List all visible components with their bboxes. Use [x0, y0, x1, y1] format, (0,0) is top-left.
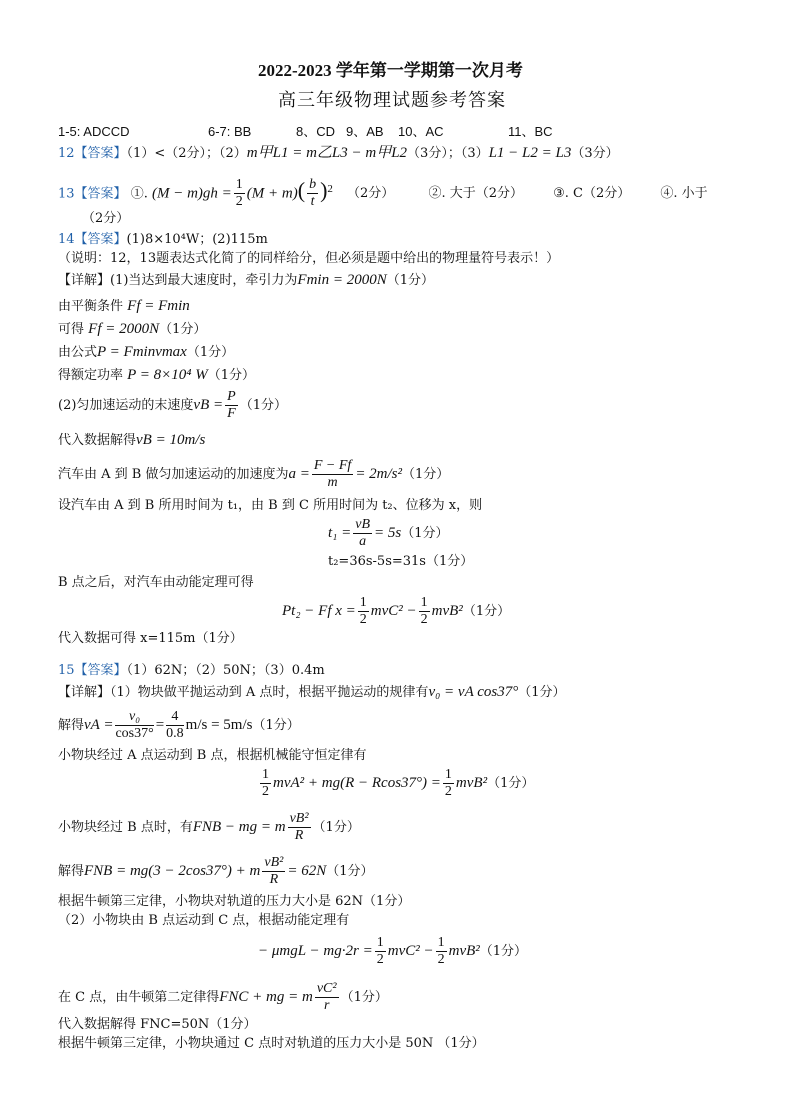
q14-note: （说明：12，13题表达式化简了的同样给分，但必须是题中给出的物理量符号表示！）: [58, 251, 560, 266]
q15-line3: 小物块经过 A 点运动到 B 点，根据机械能守恒定律有: [58, 748, 367, 763]
q12-tag: 12【答案】: [58, 146, 127, 161]
q12-eq2: m甲L1 = m乙L3 − m甲L2: [246, 145, 408, 161]
q14-line10: t₁ = $\frac{vB}{a}$ = 5s（1分）: [328, 517, 449, 549]
q13-eq-lhs: (M − m)gh =: [151, 185, 232, 202]
q14-line3: 可得 Ff = 2000N（1分）: [58, 321, 207, 337]
q15-line10: 在 C 点，由牛顿第二定律得FNC + mg = m $\frac{\text{vC²}}{r}$ （1分）: [58, 981, 388, 1013]
q12-eq3: L1 − L2 = L3: [488, 145, 572, 161]
q13-choice4: ④. 小于: [660, 186, 708, 202]
mc-answers: [58, 123, 553, 141]
q15-line1: 【详解】（1）物块做平抛运动到 A 点时，根据平抛运动的规律有v₀ = vA cos37°（1分）: [58, 684, 566, 700]
q14-tag: 14【答案】: [58, 232, 127, 247]
q14-line7: 代入数据解得vB = 10m/s: [58, 432, 206, 448]
q14-line1: 【详解】(1)当达到最大速度时，牵引力为Fmin = 2000N（1分）: [58, 272, 434, 288]
q13-b-over-t: $\frac{b}{t}$: [309, 177, 317, 210]
q15-line5: 小物块经过 B 点时，有FNB − mg = m $\frac{\text{vB²}}{R}$ （1分）: [58, 811, 360, 843]
q15-line9: − μmgL − mg·2r = $\frac{1}{2}$ mvC² − $\frac{1}{2}$ mvB²（1分）: [258, 935, 528, 967]
q15-v0-over-cos: $\frac{\text{v₀}}{\cos 37^\circ}$: [115, 709, 154, 741]
q13-eq-mid: (M + m): [246, 185, 298, 202]
q13-score4: （2分）: [82, 211, 130, 226]
q15-4-over-08: $\frac{4}{0.8}$: [166, 709, 184, 741]
q13-choice1: ①.: [130, 186, 148, 202]
q13-choice3: ③. C（2分）: [553, 186, 631, 202]
exam-title: 2022-2023 学年第一学期第一次月考: [258, 61, 523, 80]
q14-line4: 由公式P = Fminvmax（1分）: [58, 344, 235, 360]
exam-subtitle: 高三年级物理试题参考答案: [278, 90, 506, 111]
mc-answer-9: 9、AB: [346, 124, 384, 139]
q15-line7: 根据牛顿第三定律，小物块对轨道的压力大小是 62N（1分）: [58, 894, 411, 909]
q14-p-over-f: $\frac{P}{F}$: [227, 389, 236, 421]
q15-line2: 解得vA = $\frac{\text{v₀}}{\cos 37^\circ}$ = $\frac{4}{0.8}$ m/s = 5m/s（1分）: [58, 709, 300, 741]
mc-answer-10: 10、AC: [398, 124, 444, 139]
q14-ans: (1)8×10⁴W；(2)115m: [126, 232, 268, 247]
mc-answer-8: 8、CD: [296, 124, 336, 139]
q15-vb2-over-r: $\frac{\text{vB²}}{R}$: [289, 811, 309, 843]
q13-half-fraction: $\frac{1}{2}$: [235, 177, 243, 210]
q14-line6: (2)匀加速运动的末速度vB = $\frac{P}{F}$ （1分）: [58, 389, 287, 421]
q14-line8: 汽车由 A 到 B 做匀加速运动的加速度为a = $\frac{F - Ff}{m}$ = 2m/s²（1分）: [58, 458, 450, 490]
q13-tag: 13【答案】: [58, 186, 127, 202]
q14-line14: 代入数据可得 x=115m（1分）: [58, 631, 243, 646]
q14-vb-over-a: $\frac{vB}{a}$: [355, 517, 371, 549]
q15-line6: 解得FNB = mg(3 − 2cos37°) + m $\frac{\text{vB²}}{R}$ = 62N（1分）: [58, 855, 374, 887]
mc-answer-1-5: 1-5: ADCCD: [58, 124, 130, 139]
mc-answer-6-7: 6-7: BB: [208, 124, 252, 139]
q15-line8: （2）小物块由 B 点运动到 C 点，根据动能定理有: [58, 913, 350, 928]
q14-line11: t₂=36s-5s=31s（1分）: [328, 554, 474, 569]
q12-score3: （3分）: [571, 146, 619, 161]
q15-vc2-over-r: $\frac{\text{vC²}}{r}$: [316, 981, 337, 1013]
q14-line12: B 点之后，对汽车由动能定理可得: [58, 575, 254, 590]
q14-line9: 设汽车由 A 到 B 所用时间为 t₁，由 B 到 C 所用时间为 t₂、位移为 x，则: [58, 498, 483, 513]
q13-score1: （2分）: [347, 186, 395, 202]
q13-answer: 13【答案】 ①. (M − m)gh = $\frac{1}{2}$ (M + m)( $\frac{b}{t}$ )$^2$ （2分） ②. 大于（2分） ③. C（2分） ④. 小于: [58, 177, 708, 210]
q13-eq-power: 2: [327, 183, 333, 195]
q14-answer: [58, 231, 268, 249]
q14-accel-fraction: $\frac{F - Ff}{m}$: [313, 458, 352, 490]
q13-choice2: ②. 大于（2分）: [428, 186, 523, 202]
q14-line5: 得额定功率 P = 8×10⁴ W（1分）: [58, 367, 256, 383]
q12-score2: （3分）；（3）: [407, 146, 489, 161]
q15-line4: $\frac{1}{2}$ mvA² + mg(R − Rcos37°) = $\frac{1}{2}$ mvB²（1分）: [262, 767, 535, 799]
q15-vb2-over-r-2: $\frac{\text{vB²}}{R}$: [264, 855, 284, 887]
mc-answer-11: 11、BC: [508, 124, 553, 139]
q15-tag: 15【答案】: [58, 663, 127, 678]
q14-line2: 由平衡条件 Ff = Fmin: [58, 298, 190, 314]
q15-line12: 根据牛顿第三定律，小物块通过 C 点时对轨道的压力大小是 50N （1分）: [58, 1036, 485, 1051]
q15-ans: （1）62N；（2）50N；（3）0.4m: [126, 663, 325, 678]
q15-answer: [58, 662, 325, 680]
q15-line11: 代入数据解得 FNC=50N（1分）: [58, 1017, 257, 1032]
q12-part1: （1）<（2分）；（2）: [126, 146, 247, 161]
q12-answer: [58, 144, 619, 163]
q14-line13: Pt₂ − Ff x = $\frac{1}{2}$ mvC² − $\frac{1}{2}$ mvB²（1分）: [282, 595, 511, 627]
